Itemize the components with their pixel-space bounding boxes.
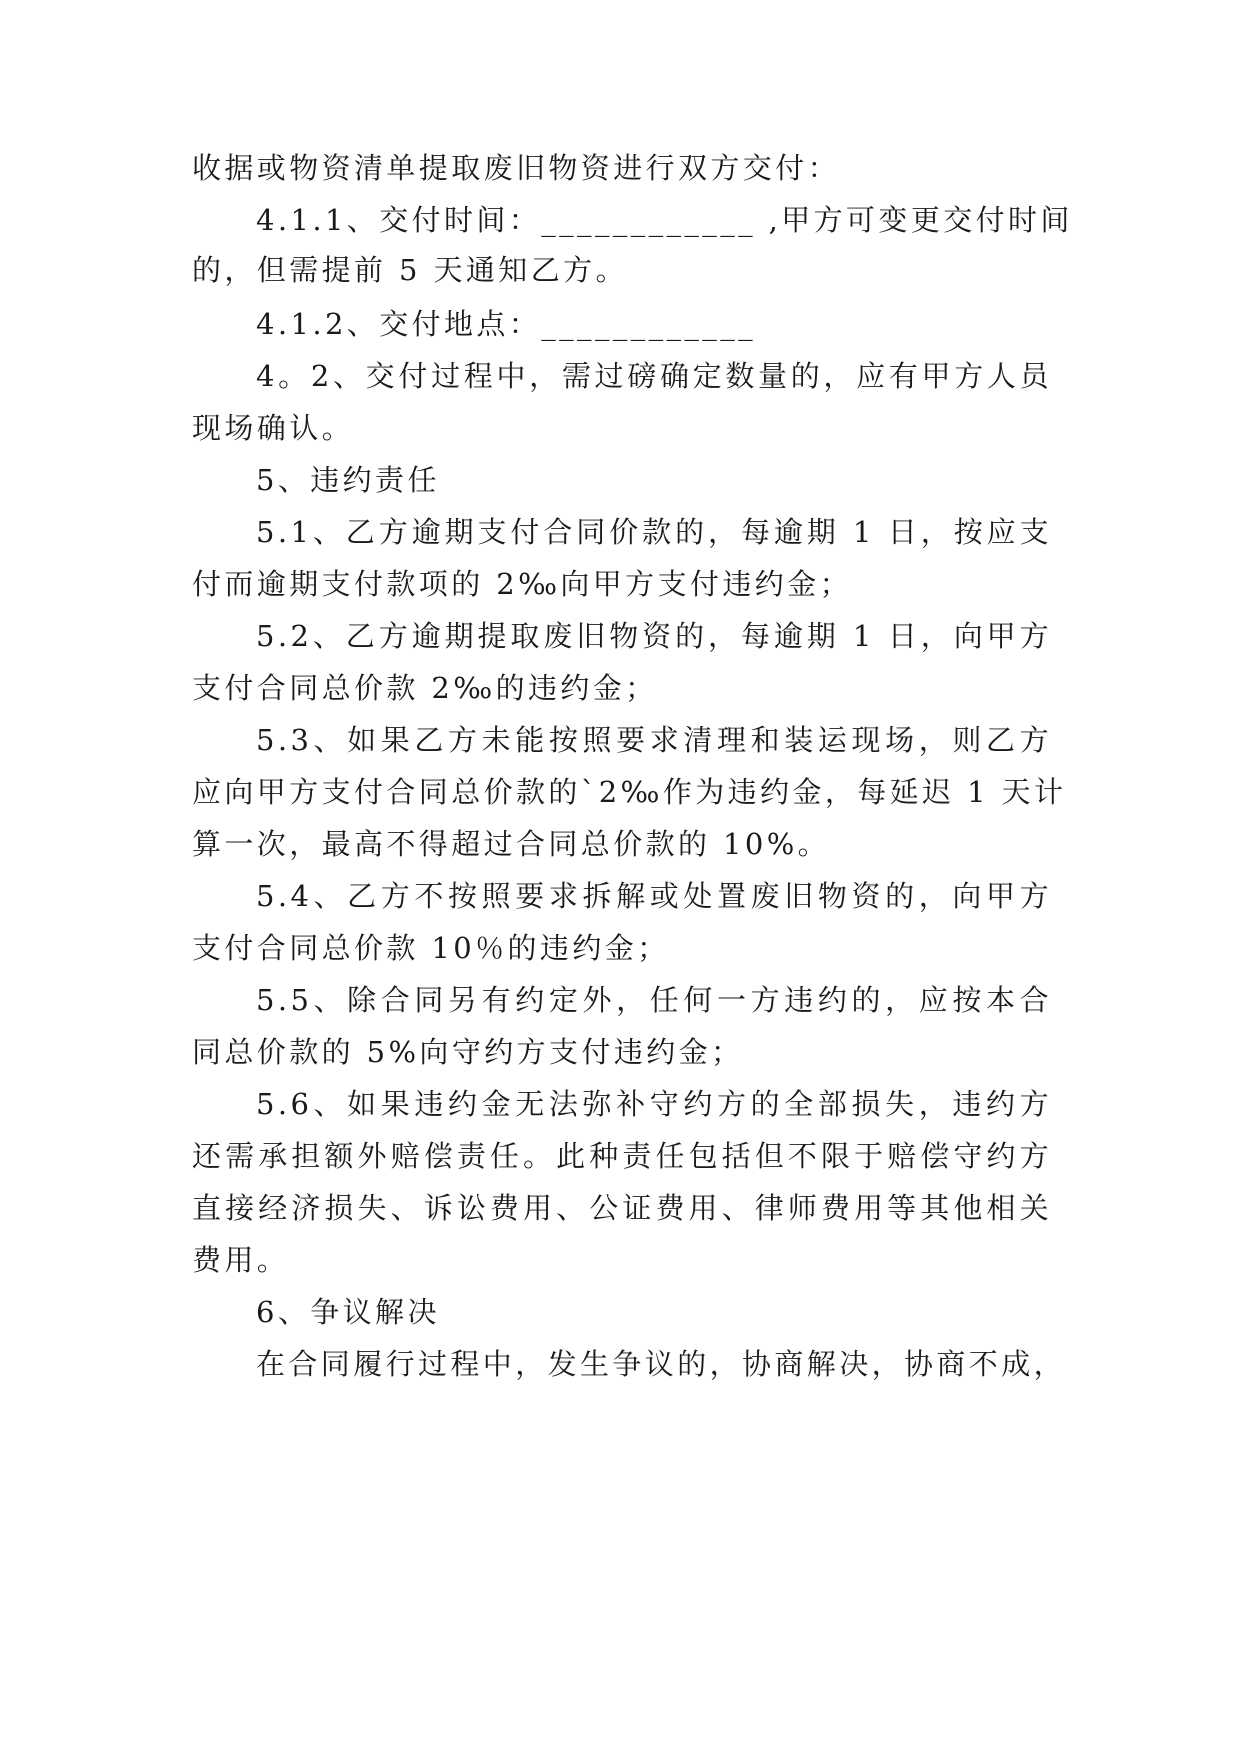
text-line: 同总价款的 5%向守约方支付违约金； [192,1035,744,1069]
text-line: 5.2、乙方逾期提取废旧物资的，每逾期 1 日，向甲方 [256,619,1052,653]
text-line: 5.4、乙方不按照要求拆解或处置废旧物资的，向甲方 [256,879,1052,913]
text-line: 5.6、如果违约金无法弥补守约方的全部损失，违约方 [256,1087,1052,1121]
text-line: 5.1、乙方逾期支付合同价款的，每逾期 1 日，按应支 [256,515,1052,549]
text-line: 费用。 [192,1243,290,1277]
text-line: 4.1.2、交付地点：____________ [256,307,756,341]
section-heading: 6、争议解决 [256,1295,440,1329]
text-line: 算一次，最高不得超过合同总价款的 10%。 [192,827,831,861]
text-line: 5.3、如果乙方未能按照要求清理和装运现场，则乙方 [256,723,1052,757]
text-line: 支付合同总价款 10％的违约金； [192,931,670,965]
text-line: 4。2、交付过程中，需过磅确定数量的，应有甲方人员 [256,359,1052,393]
text-line: 付而逾期支付款项的 2‰向甲方支付违约金； [192,567,852,601]
text-line: 4.1.1、交付时间：____________ ,甲方可变更交付时间 [256,203,1073,237]
text-line: 支付合同总价款 2‰的违约金； [192,671,658,705]
text-line: 应向甲方支付合同总价款的`2‰作为违约金，每延迟 1 天计 [192,775,1067,809]
text-line: 收据或物资清单提取废旧物资进行双方交付： [192,151,841,185]
text-line: 的，但需提前 5 天通知乙方。 [192,253,628,287]
text-line: 在合同履行过程中，发生争议的，协商解决，协商不成， [256,1347,1067,1381]
text-line: 现场确认。 [192,411,355,445]
text-line: 5.5、除合同另有约定外，任何一方违约的，应按本合 [256,983,1052,1017]
text-line: 直接经济损失、诉讼费用、公证费用、律师费用等其他相关 [192,1191,1052,1225]
section-heading: 5、违约责任 [256,463,440,497]
text-line: 还需承担额外赔偿责任。此种责任包括但不限于赔偿守约方 [192,1139,1052,1173]
